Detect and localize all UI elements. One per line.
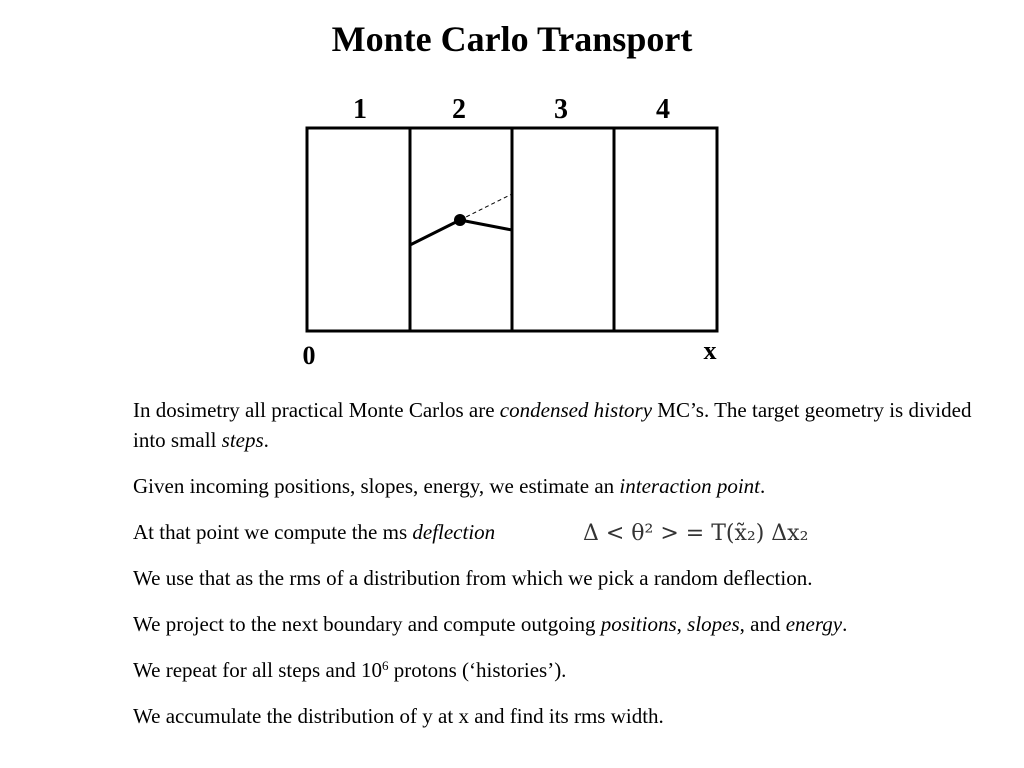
paragraph-random-deflection: We use that as the rms of a distribution from which we pick a random deflection. — [133, 566, 813, 590]
interaction-point — [454, 214, 466, 226]
paragraph-projection — [133, 609, 993, 639]
step-label-4: 4 — [656, 94, 670, 125]
text-run: . — [842, 612, 848, 636]
deflection-formula: Δ < θ² > = T(x̃₂) Δx₂ — [583, 521, 809, 546]
paragraph-interaction-point — [133, 471, 993, 501]
x-axis-label: x — [703, 336, 717, 365]
emphasis-deflection: deflection — [412, 520, 496, 544]
text-run: MC’s. The target geometry is divided into small — [133, 398, 972, 452]
text-run: In dosimetry all practical Monte Carlos are — [133, 398, 500, 422]
text-run: , — [676, 612, 688, 636]
emphasis-energy: energy — [785, 612, 843, 636]
incoming-trajectory — [410, 220, 460, 245]
text-run: Given incoming positions, slopes, energy, we estimate an — [133, 474, 620, 498]
text-run: We project to the next boundary and compute outgoing — [133, 612, 601, 636]
emphasis-positions: positions — [600, 612, 677, 636]
text-run: . — [263, 428, 269, 452]
step-label-2: 2 — [452, 94, 466, 125]
paragraph-deflection — [133, 517, 993, 547]
text-run: , and — [739, 612, 786, 636]
paragraph-accumulate: We accumulate the distribution of y at x and find its rms width. — [133, 704, 664, 728]
paragraph-condensed-history — [133, 395, 993, 455]
superscript-exponent: 6 — [382, 658, 389, 673]
emphasis-slopes: slopes — [687, 612, 740, 636]
slide-title: Monte Carlo Transport — [331, 19, 693, 59]
step-label-1: 1 — [353, 94, 367, 125]
origin-label: 0 — [302, 341, 316, 370]
text-run: protons (‘histories’). — [388, 658, 567, 682]
emphasis-interaction-point: interaction point — [619, 474, 760, 498]
emphasis-condensed-history: condensed history — [499, 398, 653, 422]
text-run: We repeat for all steps and 10 — [133, 658, 383, 682]
step-diagram — [0, 80, 1024, 380]
emphasis-steps: steps — [221, 428, 264, 452]
projected-trajectory — [460, 194, 512, 220]
text-run: . — [760, 474, 766, 498]
text-run: At that point we compute the ms — [133, 520, 413, 544]
paragraph-repeat — [133, 655, 993, 685]
deflected-trajectory — [460, 220, 512, 230]
step-label-3: 3 — [554, 94, 568, 125]
slide-body — [133, 395, 993, 747]
